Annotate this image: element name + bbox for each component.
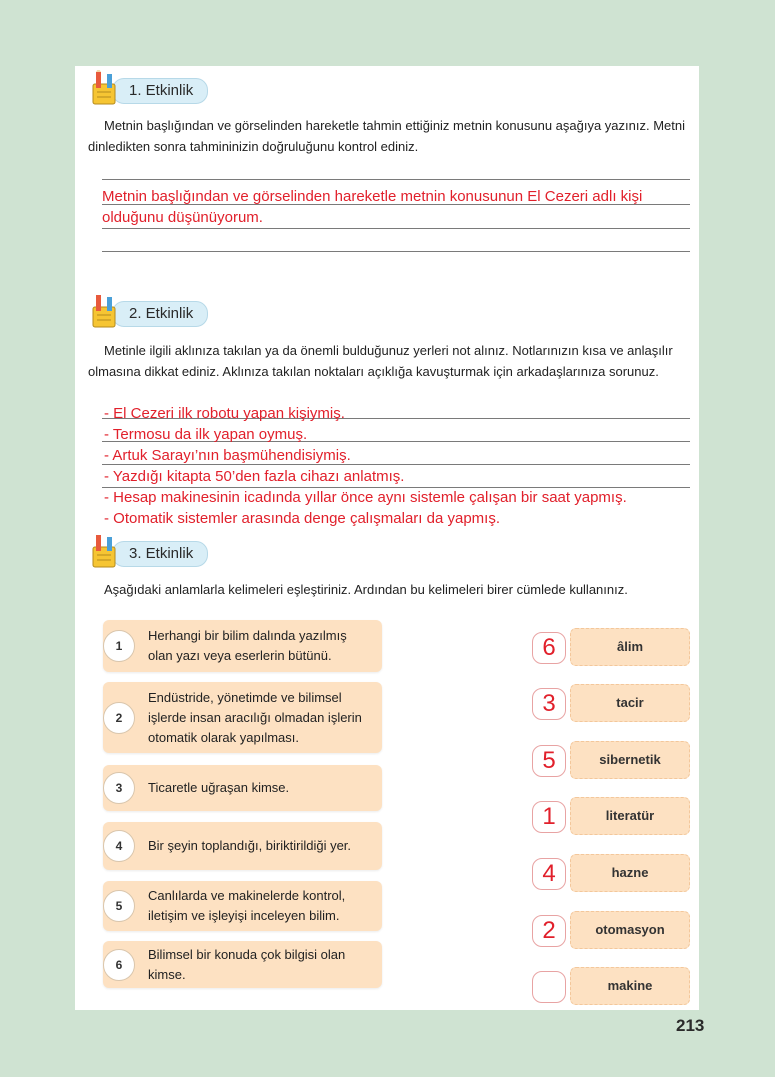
word-card: sibernetik — [570, 741, 690, 779]
activity3-instruction: Aşağıdaki anlamlarla kelimeleri eşleştiriniz. Ardından bu kelimeleri birer cümlede kullanınız. — [104, 582, 628, 597]
definition-card — [103, 881, 382, 931]
answer-box[interactable]: 6 — [532, 632, 566, 664]
definition-number: 6 — [103, 949, 135, 981]
answer-box[interactable] — [532, 971, 566, 1003]
activity3-title: 3. Etkinlik — [112, 541, 208, 567]
activity2-note: - El Cezeri ilk robotu yapan kişiymiş. — [104, 405, 345, 422]
definition-card — [103, 682, 382, 753]
activity2-note: - Yazdığı kitapta 50’den fazla cihazı anlatmış. — [104, 468, 405, 485]
word-card: âlim — [570, 628, 690, 666]
pencil-cup-icon — [88, 293, 124, 329]
activity1-answer-line-2: olduğunu düşünüyorum. — [102, 209, 263, 226]
answer-box[interactable]: 5 — [532, 745, 566, 777]
definition-number: 3 — [103, 772, 135, 804]
answer-box[interactable]: 1 — [532, 801, 566, 833]
answer-box[interactable]: 4 — [532, 858, 566, 890]
activity2-note: - Termosu da ilk yapan oymuş. — [104, 426, 308, 443]
activity2-note: - Hesap makinesinin icadında yıllar önce aynı sistemle çalışan bir saat yapmış. — [104, 489, 627, 506]
definition-text: Bir şeyin toplandığı, biriktirildiği yer. — [148, 838, 352, 853]
definition-text: Canlılarda ve makinelerde kontrol, iletişim ve işleyişi inceleyen bilim. — [148, 888, 346, 923]
definition-number: 4 — [103, 830, 135, 862]
word-card: hazne — [570, 854, 690, 892]
pencil-cup-icon — [88, 533, 124, 569]
word-card: literatür — [570, 797, 690, 835]
activity1-title: 1. Etkinlik — [112, 78, 208, 104]
word-card: tacir — [570, 684, 690, 722]
activity2-note: - Otomatik sistemler arasında denge çalışmaları da yapmış. — [104, 510, 500, 527]
definition-text: Herhangi bir bilim dalında yazılmış olan yazı veya eserlerin bütünü. — [148, 628, 347, 663]
word-card: otomasyon — [570, 911, 690, 949]
definition-number: 1 — [103, 630, 135, 662]
activity2-title: 2. Etkinlik — [112, 301, 208, 327]
definition-number: 2 — [103, 702, 135, 734]
answer-line — [102, 179, 690, 180]
activity2-instruction: Metinle ilgili aklınıza takılan ya da önemli bulduğunuz yerleri not alınız. Notlarınızın kısa ve anlaşılır olmasına dikkat ediniz. Aklınıza takılan noktaları açıklığa kavuşturmak için arkadaşlarınıza sorunuz. — [88, 343, 673, 379]
definition-number: 5 — [103, 890, 135, 922]
activity1-instruction: Metnin başlığından ve görselinden hareketle tahmin ettiğiniz metnin konusunu aşağıya yazınız. Metni dinledikten sonra tahmininizin doğruluğunu kontrol ediniz. — [88, 118, 686, 154]
page-number: 213 — [676, 1016, 705, 1035]
definition-card — [103, 620, 382, 672]
definition-text: Ticaretle uğraşan kimse. — [148, 780, 290, 795]
answer-line — [102, 228, 690, 229]
activity1-answer-line-1: Metnin başlığından ve görselinden hareketle metnin konusunun El Cezeri adlı kişi — [102, 188, 643, 205]
answer-line — [102, 251, 690, 252]
definition-card — [103, 941, 382, 988]
answer-box[interactable]: 3 — [532, 688, 566, 720]
activity2-note: - Artuk Sarayı’nın başmühendisiymiş. — [104, 447, 351, 464]
word-card: makine — [570, 967, 690, 1005]
definition-card — [103, 765, 382, 811]
pencil-cup-icon — [88, 70, 124, 106]
answer-box[interactable]: 2 — [532, 915, 566, 947]
definition-card — [103, 822, 382, 870]
definition-text: Endüstride, yönetimde ve bilimsel işlerde insan aracılığı olmadan işlerin otomatik olarak yapılması. — [148, 689, 362, 745]
definition-text: Bilimsel bir konuda çok bilgisi olan kimse. — [148, 946, 346, 982]
